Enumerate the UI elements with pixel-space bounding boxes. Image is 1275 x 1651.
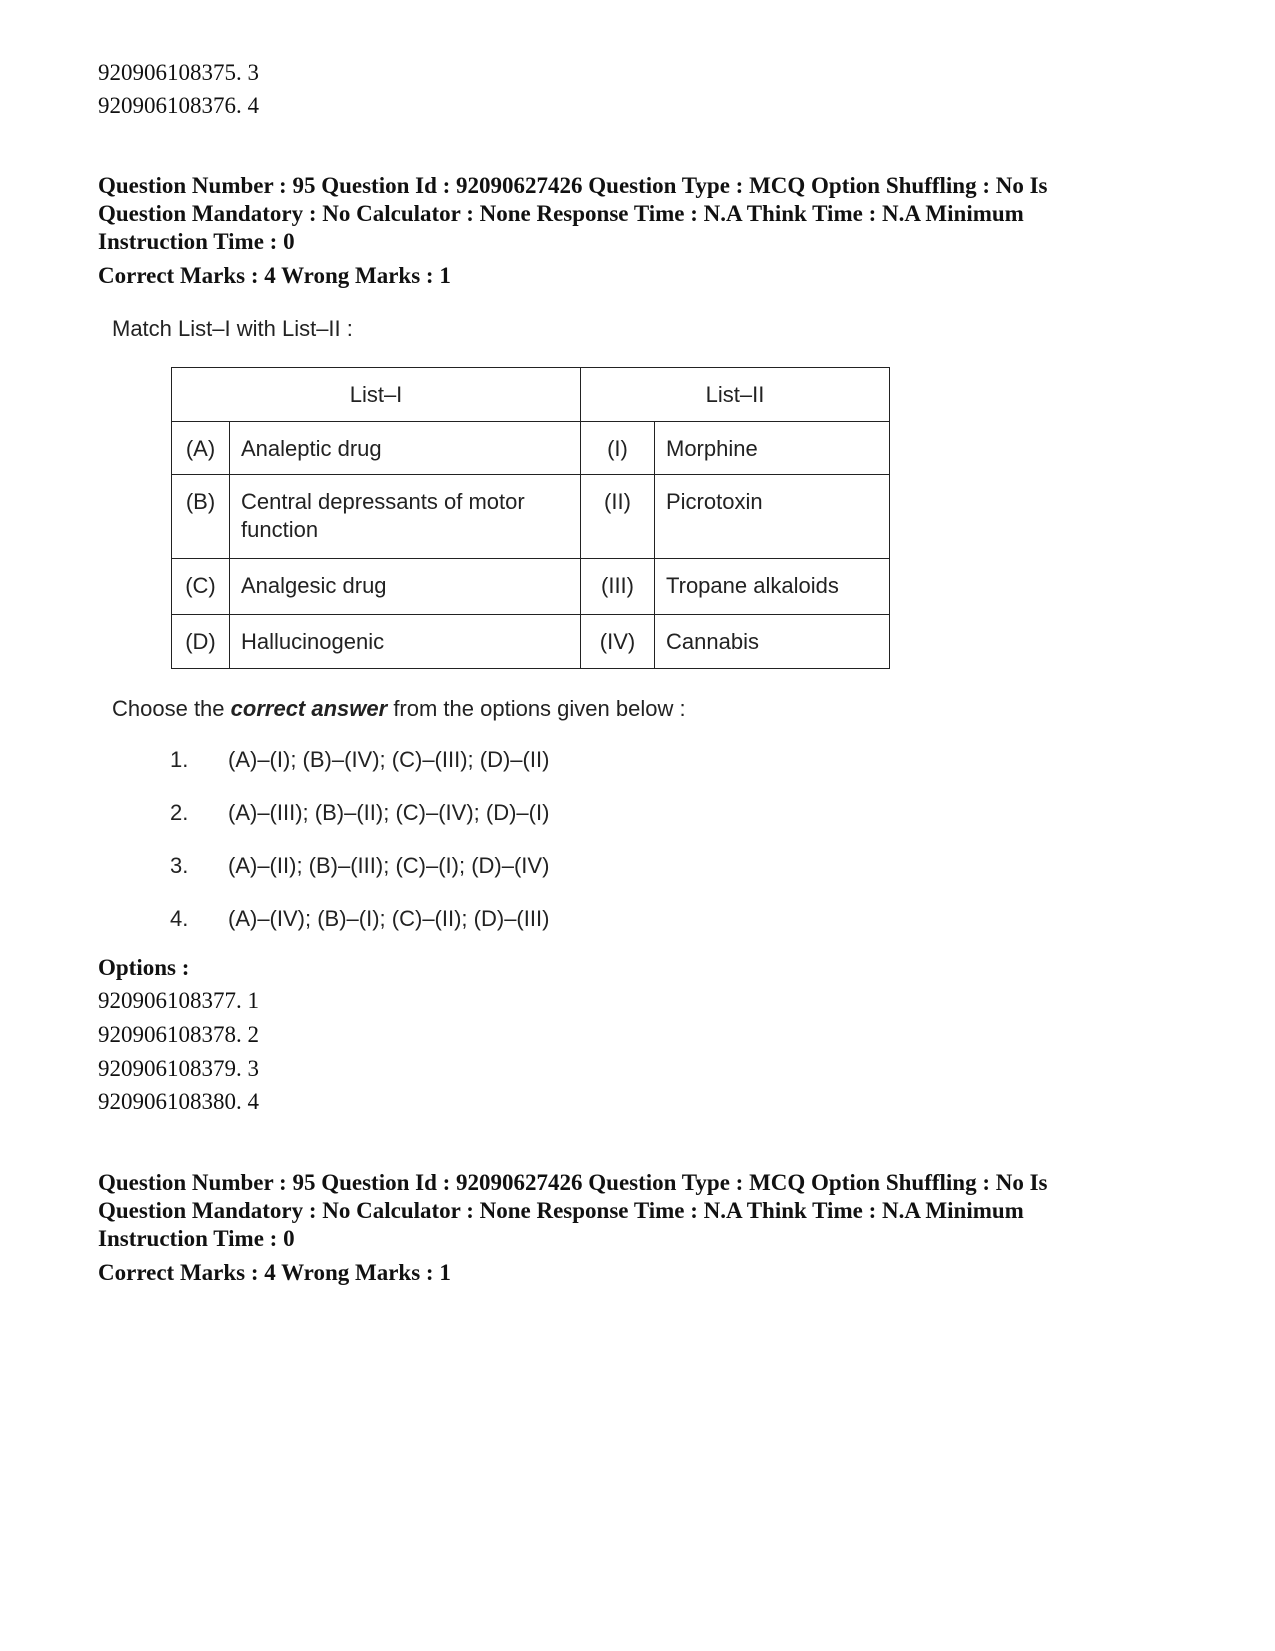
answer-number: 3. <box>170 853 189 878</box>
list-1-header: List–I <box>172 368 581 422</box>
list-2-item: Cannabis <box>655 615 890 669</box>
answer-choice <box>170 745 549 798</box>
list-2-label: (IV) <box>581 615 655 669</box>
question-meta-line-2: Question Mandatory : No Calculator : None Response Time : N.A Think Time : N.A Minimum <box>98 201 1024 226</box>
option-value: 4 <box>247 1089 259 1114</box>
option-2: 920906108378. 2 <box>98 1022 259 1047</box>
list-2-header: List–II <box>581 368 890 422</box>
answer-choices <box>170 745 549 957</box>
option-1: 920906108377. 1 <box>98 988 259 1013</box>
list-1-label: (B) <box>172 475 230 559</box>
option-value: 3 <box>247 1056 259 1081</box>
answer-choice <box>170 798 549 851</box>
table-row <box>172 422 890 475</box>
list-1-item: Analeptic drug <box>230 422 581 475</box>
option-value: 3 <box>247 60 259 85</box>
option-id: 920906108377 <box>98 988 236 1013</box>
list-2-label: (II) <box>581 475 655 559</box>
option-id: 920906108380 <box>98 1089 236 1114</box>
list-2-item: Morphine <box>655 422 890 475</box>
option-value: 2 <box>247 1022 259 1047</box>
option-value: 4 <box>247 93 259 118</box>
choose-instruction <box>112 694 686 724</box>
answer-choice <box>170 851 549 904</box>
question-meta-line-3: Instruction Time : 0 <box>98 1226 295 1251</box>
option-3: 920906108379. 3 <box>98 1056 259 1081</box>
table-row <box>172 615 890 669</box>
prev-option-1: 920906108375. 3 <box>98 60 259 85</box>
list-1-item: Analgesic drug <box>230 559 581 615</box>
question-meta <box>98 172 1158 256</box>
option-4: 920906108380. 4 <box>98 1089 259 1114</box>
answer-number: 2. <box>170 800 189 825</box>
question-meta-line-1: Question Number : 95 Question Id : 92090627426 Question Type : MCQ Option Shuffling : No Is <box>98 173 1048 198</box>
list-1-label: (C) <box>172 559 230 615</box>
list-2-label: (III) <box>581 559 655 615</box>
option-value: 1 <box>247 988 259 1013</box>
answer-number: 4. <box>170 906 189 931</box>
question-marks: Correct Marks : 4 Wrong Marks : 1 <box>98 263 451 288</box>
answer-text: (A)–(IV); (B)–(I); (C)–(II); (D)–(III) <box>228 906 550 931</box>
match-table <box>171 367 890 669</box>
table-row <box>172 475 890 559</box>
answer-text: (A)–(I); (B)–(IV); (C)–(III); (D)–(II) <box>228 747 550 772</box>
answer-text: (A)–(III); (B)–(II); (C)–(IV); (D)–(I) <box>228 800 550 825</box>
choose-emphasis: correct answer <box>230 696 388 721</box>
list-2-item: Picrotoxin <box>655 475 890 559</box>
list-1-label: (D) <box>172 615 230 669</box>
option-id: 920906108379 <box>98 1056 236 1081</box>
next-question-marks: Correct Marks : 4 Wrong Marks : 1 <box>98 1260 451 1285</box>
list-2-item: Tropane alkaloids <box>655 559 890 615</box>
list-2-label: (I) <box>581 422 655 475</box>
question-meta-line-2: Question Mandatory : No Calculator : None Response Time : N.A Think Time : N.A Minimum <box>98 1198 1024 1223</box>
answer-number: 1. <box>170 747 189 772</box>
choose-suffix: from the options given below : <box>393 696 686 721</box>
option-id: 920906108378 <box>98 1022 236 1047</box>
answer-choice <box>170 904 549 957</box>
match-table-header <box>172 368 890 422</box>
table-row <box>172 559 890 615</box>
prev-option-2: 920906108376. 4 <box>98 93 259 118</box>
next-question-meta <box>98 1169 1158 1253</box>
option-id: 920906108375 <box>98 60 236 85</box>
options-label: Options : <box>98 955 190 980</box>
list-1-item: Hallucinogenic <box>230 615 581 669</box>
list-1-label: (A) <box>172 422 230 475</box>
question-meta-line-3: Instruction Time : 0 <box>98 229 295 254</box>
list-1-item: Central depressants of motor function <box>230 475 581 559</box>
choose-prefix: Choose the <box>112 696 225 721</box>
question-stem: Match List–I with List–II : <box>112 316 353 341</box>
answer-text: (A)–(II); (B)–(III); (C)–(I); (D)–(IV) <box>228 853 550 878</box>
option-id: 920906108376 <box>98 93 236 118</box>
question-meta-line-1: Question Number : 95 Question Id : 92090627426 Question Type : MCQ Option Shuffling : No Is <box>98 1170 1048 1195</box>
